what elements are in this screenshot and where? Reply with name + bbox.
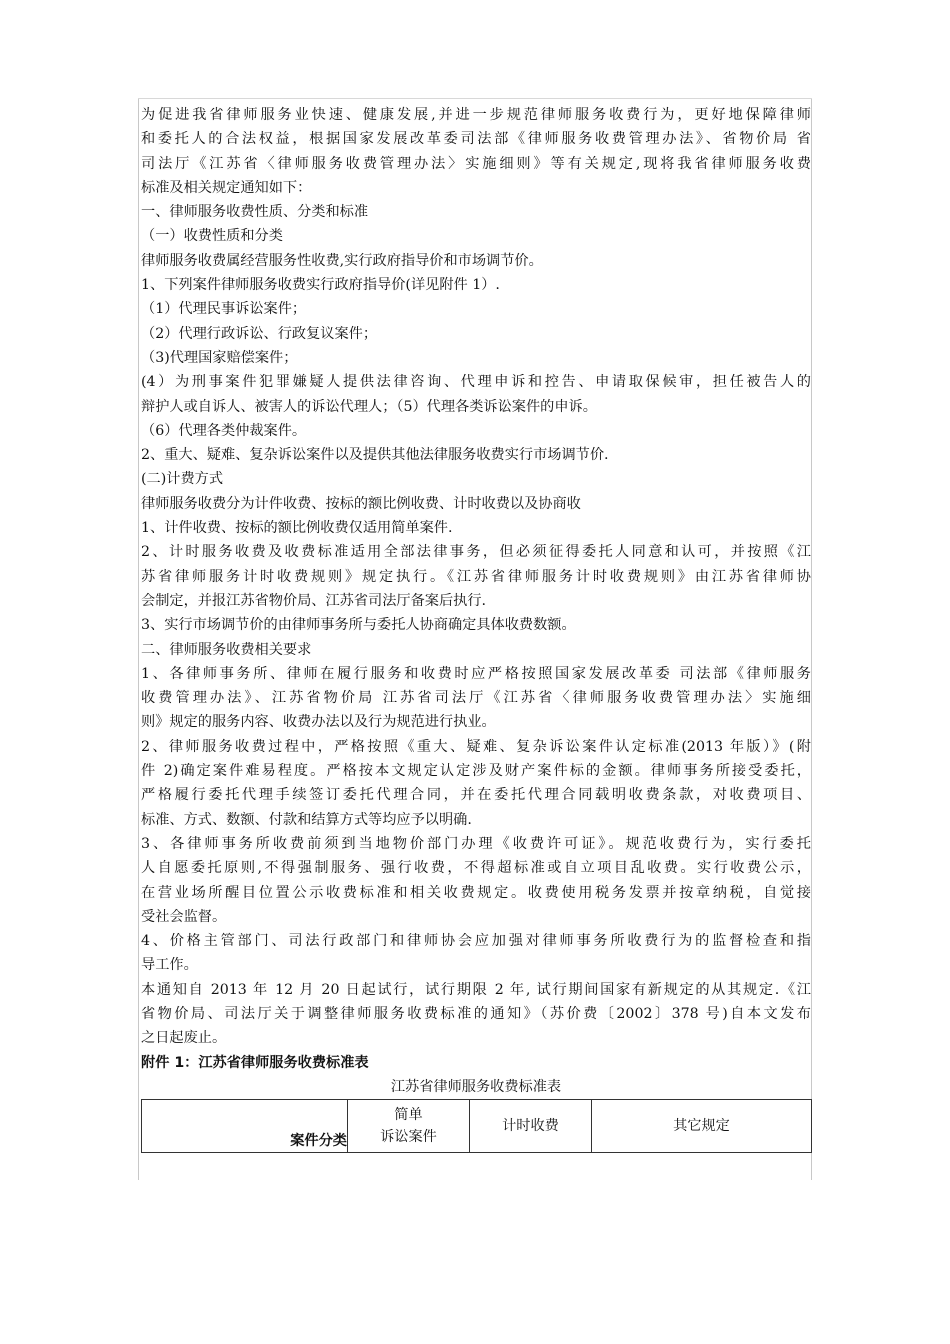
text-line: （一）收费性质和分类 — [141, 228, 283, 245]
text-line: 1、各律师事务所、律师在履行服务和收费时应严格按照国家发展改革委 司法部《律师服务 — [141, 665, 811, 682]
table-title: 江苏省律师服务收费标准表 — [390, 1078, 562, 1095]
text-line: 二、律师服务收费相关要求 — [141, 641, 312, 658]
text-line: (4）为刑事案件犯罪嫌疑人提供法律咨询、代理申诉和控告、申请取保候审，担任被告人的 — [141, 374, 811, 391]
text-line: 司法厅《江苏省〈律师服务收费管理办法〉实施细则》等有关规定,现将我省律师服务收费 — [141, 155, 811, 172]
text-line: 本通知自 2013 年 12 月 20 日起试行，试行期限 2 年, 试行期间国家有新规定的从其规定.《江 — [141, 981, 811, 998]
text-line: (二)计费方式 — [141, 471, 224, 488]
header-simple-cases — [348, 1099, 470, 1152]
text-line: 3、各律师事务所收费前须到当地物价部门办理《收费许可证》。规范收费行为，实行委托 — [141, 835, 811, 852]
text-line: 1、计件收费、按标的额比例收费仅适用简单案件. — [141, 520, 453, 537]
text-line: 苏省律师服务计时收费规则》规定执行。《江苏省律师服务计时收费规则》由江苏省律师协 — [141, 568, 811, 585]
text-line: （2）代理行政诉讼、行政复议案件； — [141, 325, 378, 342]
text-line: 3、实行市场调节价的由律师事务所与委托人协商确定具体收费数额。 — [141, 617, 576, 634]
document-body — [141, 103, 811, 1153]
header-category — [142, 1099, 348, 1152]
text-line: 收费管理办法》、江苏省物价局 江苏省司法厅《江苏省〈律师服务收费管理办法〉实施细 — [141, 690, 811, 707]
text-line: 标准及相关规定通知如下： — [141, 179, 312, 196]
text-line: 人自愿委托原则,不得强制服务、强行收费，不得超标准或自立项目乱收费。实行收费公示， — [141, 860, 811, 877]
header-simple-line2: 诉讼案件 — [380, 1128, 437, 1145]
text-line: 省物价局、司法厅关于调整律师服务收费标准的通知》（苏价费〔2002〕378 号)自本文发布 — [141, 1005, 811, 1022]
text-line: 一、律师服务收费性质、分类和标准 — [141, 204, 369, 221]
header-other: 其它规定 — [592, 1099, 812, 1152]
text-line: 4、价格主管部门、司法行政部门和律师协会应加强对律师事务所收费行为的监督检查和指 — [141, 933, 811, 950]
text-line: 导工作。 — [141, 957, 198, 974]
text-line: 2、律师服务收费过程中，严格按照《重大、疑难、复杂诉讼案件认定标准(2013 年版）》(附 — [141, 738, 811, 755]
text-line: 在营业场所醒目位置公示收费标准和相关收费规定。收费使用税务发票并按章纳税，自觉接 — [141, 884, 811, 901]
header-category-label: 案件分类 — [290, 1132, 347, 1149]
text-line: 辩护人或自诉人、被害人的诉讼代理人；（5）代理各类诉讼案件的申诉。 — [141, 398, 597, 415]
text-line: （3)代理国家赔偿案件； — [141, 349, 298, 366]
text-line: 严格履行委托代理手续签订委托代理合同，并在委托代理合同载明收费条款，对收费项目、 — [141, 787, 811, 804]
fee-standard-table — [141, 1099, 812, 1153]
text-line: 标准、方式、数额、付款和结算方式等均应予以明确. — [141, 811, 472, 828]
text-line: 和委托人的合法权益，根据国家发展改革委司法部《律师服务收费管理办法》、省物价局 省 — [141, 131, 811, 148]
text-line: 2、重大、疑难、复杂诉讼案件以及提供其他法律服务收费实行市场调节价. — [141, 447, 609, 464]
text-line: 受社会监督。 — [141, 908, 227, 925]
header-simple-line1: 简单 — [394, 1106, 423, 1123]
table-header-row — [142, 1099, 812, 1152]
text-line: 1、下列案件律师服务收费实行政府指导价(详见附件 1）. — [141, 277, 500, 294]
text-line: （1）代理民事诉讼案件； — [141, 301, 307, 318]
text-line: 件 2)确定案件难易程度。严格按本文规定认定涉及财产案件标的金额。律师事务所接受委托， — [141, 763, 811, 780]
header-hourly: 计时收费 — [470, 1099, 592, 1152]
text-line: 2、计时服务收费及收费标准适用全部法律事务，但必须征得委托人同意和认可，并按照《江 — [141, 544, 811, 561]
text-line: 律师服务收费分为计件收费、按标的额比例收费、计时收费以及协商收 — [141, 495, 581, 512]
attachment-heading: 附件 1：江苏省律师服务收费标准表 — [141, 1054, 369, 1071]
text-line: （6）代理各类仲裁案件。 — [141, 422, 307, 439]
document-text — [141, 103, 811, 1075]
text-line: 律师服务收费属经营服务性收费,实行政府指导价和市场调节价。 — [141, 252, 543, 269]
text-line: 为促进我省律师服务业快速、健康发展,并进一步规范律师服务收费行为，更好地保障律师 — [141, 107, 811, 123]
text-line: 会制定，并报江苏省物价局、江苏省司法厅备案后执行. — [141, 592, 487, 609]
text-line: 则》规定的服务内容、收费办法以及行为规范进行执业。 — [141, 714, 496, 731]
text-line: 之日起废止。 — [141, 1030, 227, 1047]
